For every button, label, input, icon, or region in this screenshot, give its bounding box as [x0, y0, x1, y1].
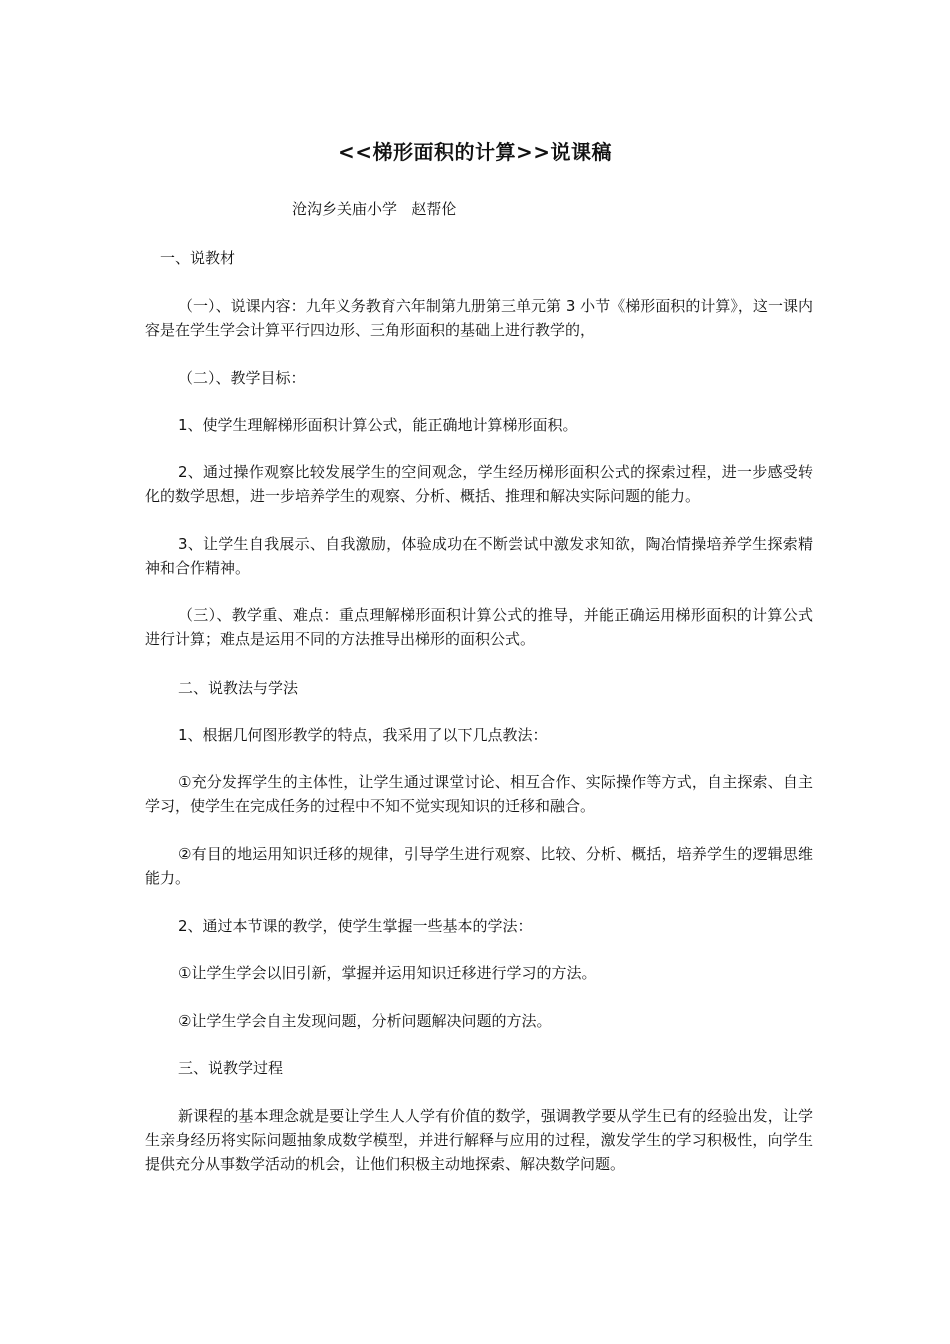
section-heading-2: 二、说教法与学法 [178, 679, 299, 697]
paragraph-key-points: （三）、教学重、难点：重点理解梯形面积计算公式的推导，并能正确运用梯形面积的计算公式进行计算；难点是运用不同的方法推导出梯形的面积公式。 [145, 606, 813, 648]
paragraph-method-1: 1、根据几何图形教学的特点，我采用了以下几点教法： [178, 726, 548, 744]
author-name: 赵帮伦 [411, 200, 457, 218]
paragraph-course-content: （一）、说课内容：九年义务教育六年制第九册第三单元第 3 小节《梯形面积的计算》，这一课内容是在学生学会计算平行四边形、三角形面积的基础上进行教学的， [145, 297, 813, 339]
paragraph-goal-1: 1、使学生理解梯形面积计算公式，能正确地计算梯形面积。 [178, 416, 578, 434]
document-title: <<梯形面积的计算>>说课稿 [337, 140, 613, 164]
paragraph-goal-2: 2、通过操作观察比较发展学生的空间观念，学生经历梯形面积公式的探索过程，进一步感受转化的数学思想，进一步培养学生的观察、分析、概括、推理和解决实际问题的能力。 [145, 463, 813, 505]
author-school-tail: 小学 [367, 200, 398, 218]
author-school: 沧沟乡关庙 [292, 200, 368, 218]
paragraph-process-intro: 新课程的基本理念就是要让学生人人学有价值的数学，强调教学要从学生已有的经验出发，让学生亲身经历将实际问题抽象成数学模型，并进行解释与应用的过程，激发学生的学习积极性，向学生提供充分从事数学活动的机会，让他们积极主动地探索、解决数学问题。 [145, 1107, 813, 1173]
paragraph-method-1b: ②有目的地运用知识迁移的规律，引导学生进行观察、比较、分析、概括，培养学生的逻辑思维能力。 [145, 845, 813, 887]
paragraph-teaching-goals-heading: （二）、教学目标： [178, 369, 306, 387]
paragraph-method-2: 2、通过本节课的教学，使学生掌握一些基本的学法： [178, 917, 533, 935]
section-heading-1: 一、说教材 [160, 249, 236, 267]
paragraph-method-2b: ②让学生学会自主发现问题，分析问题解决问题的方法。 [178, 1012, 552, 1030]
paragraph-goal-3: 3、让学生自我展示、自我激励，体验成功在不断尝试中激发求知欲，陶冶情操培养学生探索精神和合作精神。 [145, 535, 813, 577]
paragraph-method-1a: ①充分发挥学生的主体性，让学生通过课堂讨论、相互合作、实际操作等方式，自主探索、自主学习，使学生在完成任务的过程中不知不觉实现知识的迁移和融合。 [145, 773, 813, 815]
author-line [292, 198, 456, 219]
section-heading-3: 三、说教学过程 [178, 1059, 284, 1077]
paragraph-method-2a: ①让学生学会以旧引新，掌握并运用知识迁移进行学习的方法。 [178, 964, 597, 982]
